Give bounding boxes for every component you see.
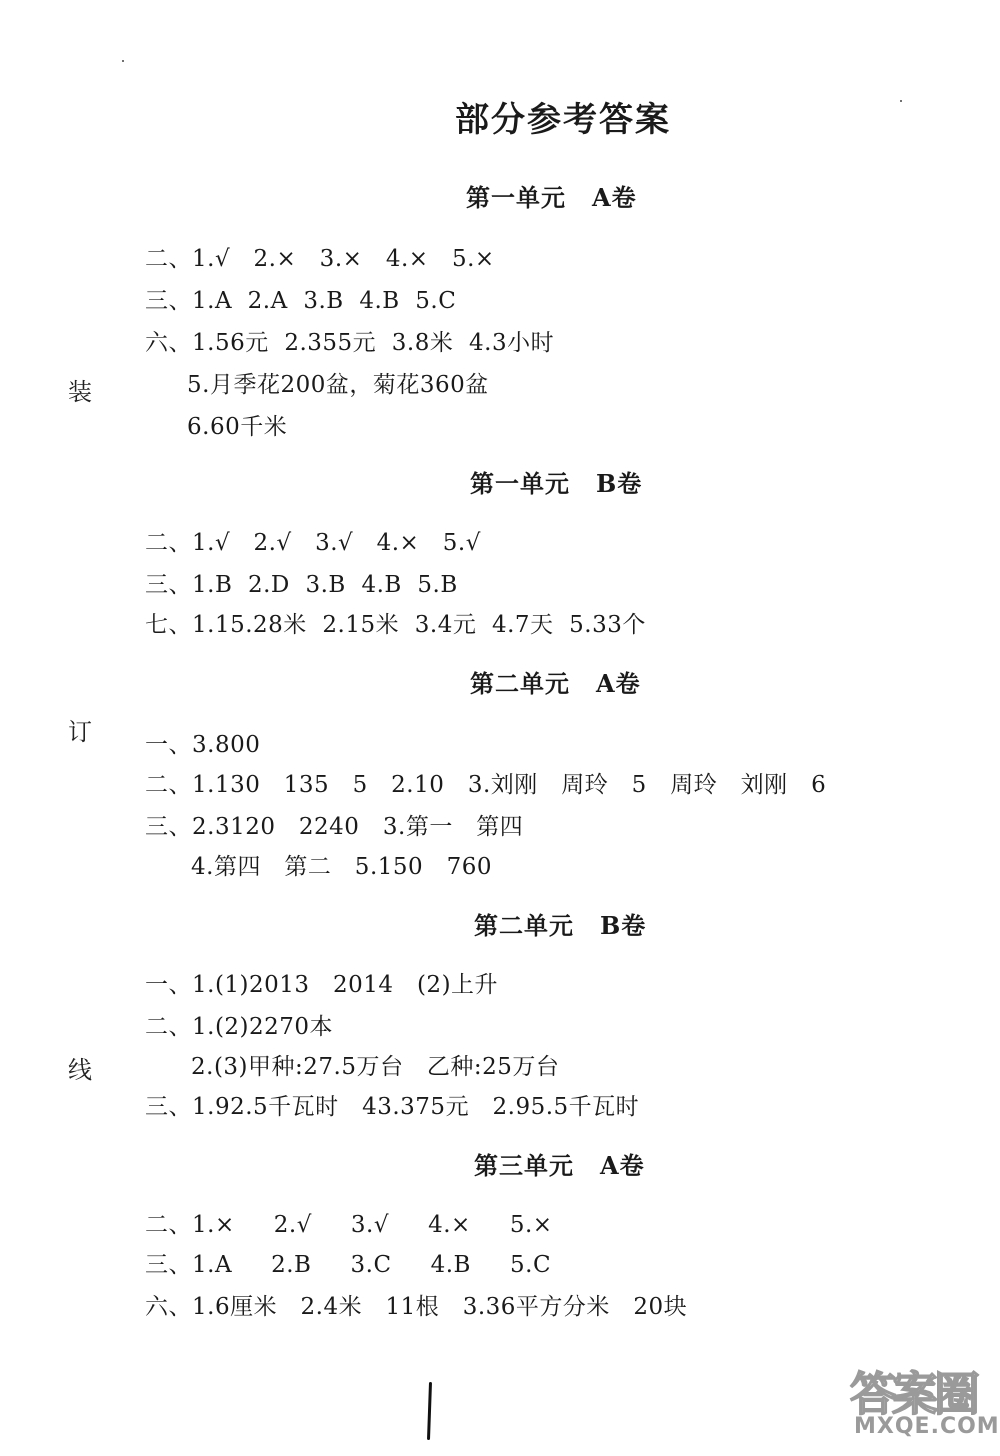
answer-line: 二、1.√ 2.× 3.× 4.× 5.×: [145, 246, 495, 272]
section-unit: 第二单元: [470, 669, 570, 698]
section-heading: [466, 178, 637, 213]
section-paper: A卷: [592, 183, 637, 212]
section-heading: [470, 664, 641, 699]
speck: [900, 100, 902, 102]
section-paper: A卷: [600, 1151, 645, 1180]
answer-line: 二、1.√ 2.√ 3.√ 4.× 5.√: [145, 530, 481, 556]
section-unit: 第二单元: [474, 911, 574, 940]
answer-line: 二、1.130 135 5 2.10 3.刘刚 周玲 5 周玲 刘刚 6: [145, 772, 827, 798]
section-unit: 第一单元: [466, 183, 566, 212]
section-paper: A卷: [596, 669, 641, 698]
answer-line: 5.月季花200盆，菊花360盆: [187, 372, 489, 398]
answer-line: 七、1.15.28米 2.15米 3.4元 4.7天 5.33个: [145, 612, 646, 638]
section-unit: 第一单元: [470, 469, 570, 498]
answer-line: 4.第四 第二 5.150 760: [191, 854, 492, 880]
section-unit: 第三单元: [474, 1151, 574, 1180]
watermark-bottom-text: MXQE.COM: [854, 1414, 1000, 1439]
answer-line: 二、1.× 2.√ 3.√ 4.× 5.×: [145, 1212, 553, 1238]
section-heading: [474, 1146, 645, 1181]
binding-margin-zhuang: 装: [68, 378, 92, 406]
pen-stroke-mark: [427, 1382, 432, 1440]
answer-line: 一、3.800: [145, 732, 261, 758]
section-paper: B卷: [596, 469, 643, 498]
answer-line: 一、1.(1)2013 2014 (2)上升: [145, 972, 499, 998]
answer-line: 2.(3)甲种:27.5万台 乙种:25万台: [191, 1054, 560, 1080]
page-title: 部分参考答案: [455, 100, 671, 140]
section-heading: [474, 906, 646, 941]
speck: [122, 60, 124, 62]
answer-line: 三、1.A 2.B 3.C 4.B 5.C: [145, 1252, 552, 1278]
answer-line: 六、1.56元 2.355元 3.8米 4.3小时: [145, 330, 555, 356]
binding-margin-xian: 线: [68, 1056, 92, 1084]
answer-line: 二、1.(2)2270本: [145, 1014, 334, 1040]
binding-margin-ding: 订: [68, 718, 92, 746]
answer-line: 6.60千米: [187, 414, 288, 440]
answer-line: 三、1.B 2.D 3.B 4.B 5.B: [145, 572, 458, 598]
watermark-logo: [842, 1358, 1000, 1448]
watermark-top-text: 答案圈: [850, 1367, 976, 1421]
answer-line: 三、1.A 2.A 3.B 4.B 5.C: [145, 288, 457, 314]
answer-line: 六、1.6厘米 2.4米 11根 3.36平方分米 20块: [145, 1294, 688, 1320]
section-paper: B卷: [600, 911, 647, 940]
answer-line: 三、2.3120 2240 3.第一 第四: [145, 814, 524, 840]
answer-line: 三、1.92.5千瓦时 43.375元 2.95.5千瓦时: [145, 1094, 640, 1120]
section-heading: [470, 464, 642, 499]
